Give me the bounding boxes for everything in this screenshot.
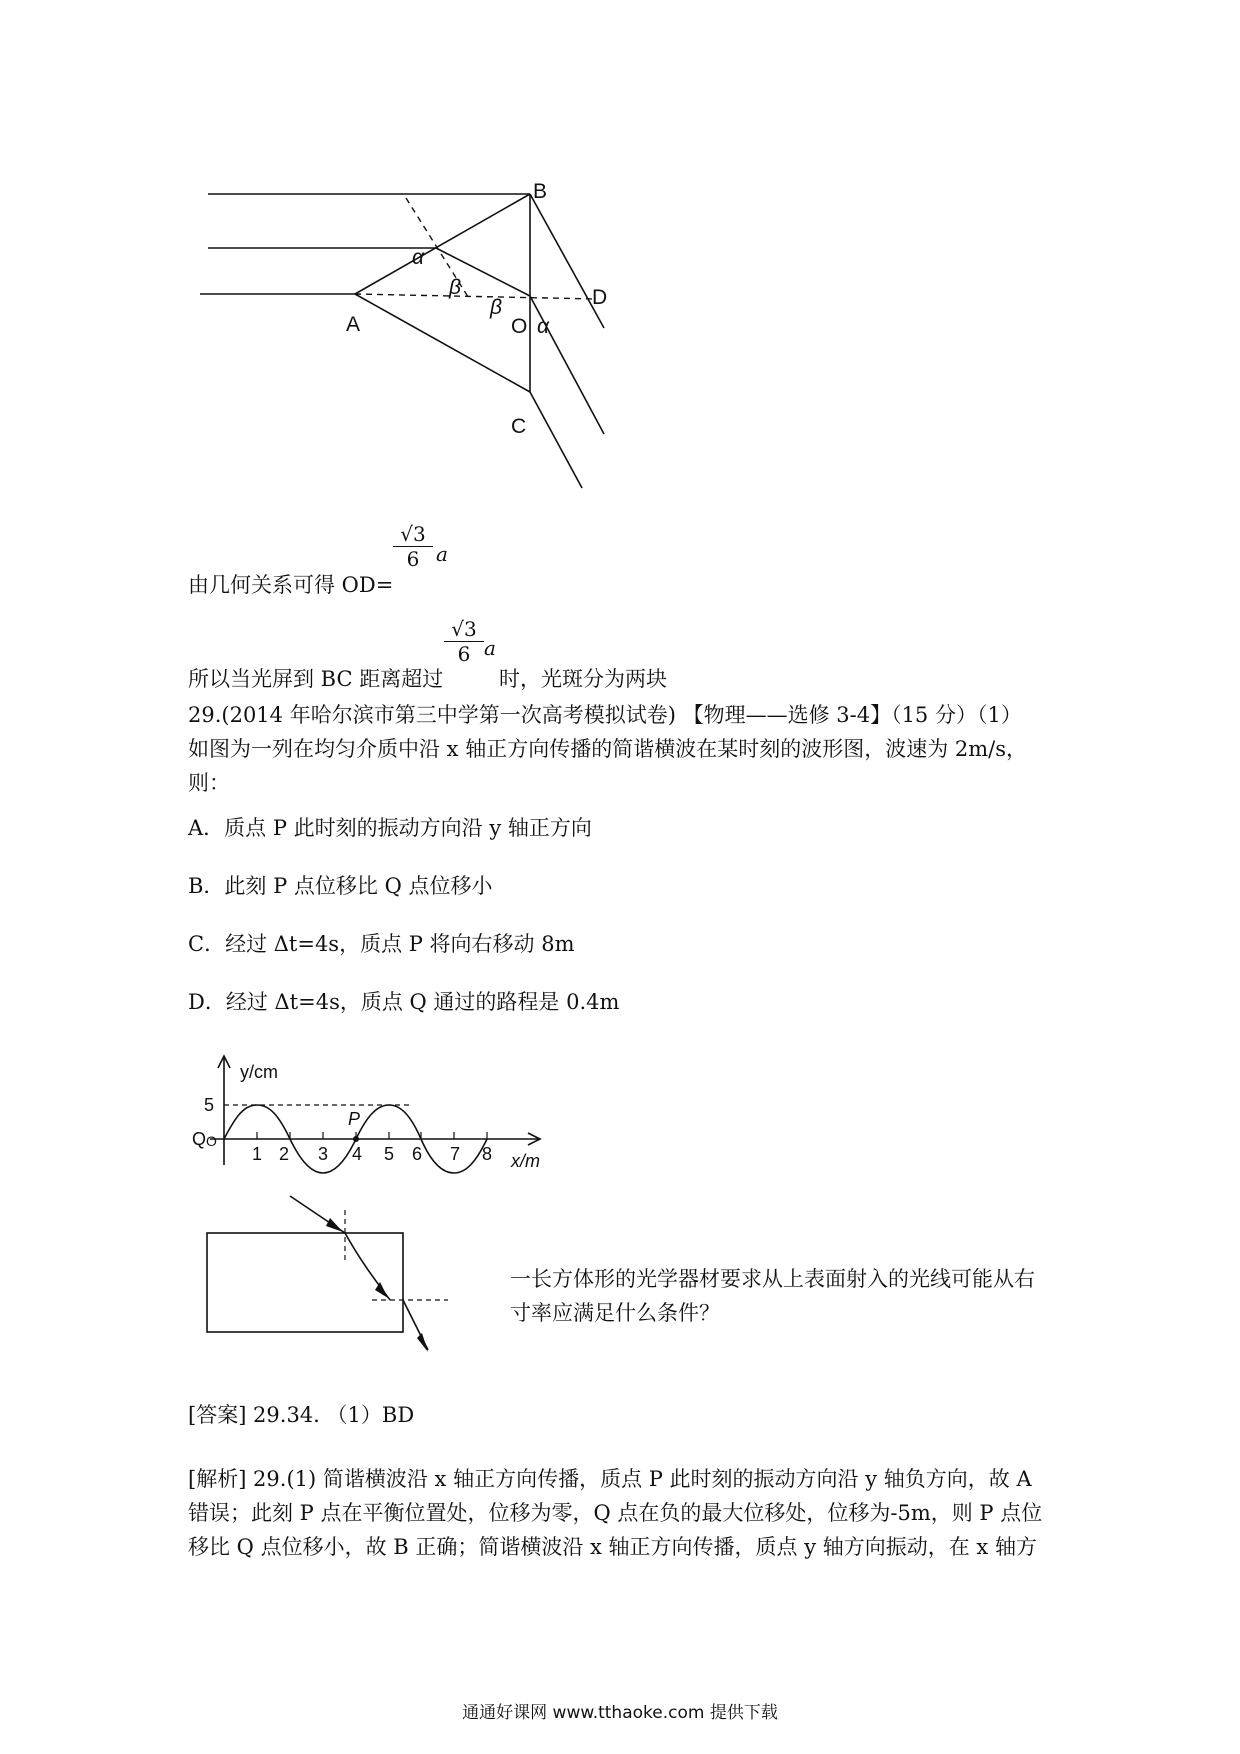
ray-arrow-2: [375, 1282, 388, 1298]
label-c: C: [511, 415, 527, 438]
answer-text: [答案] 29.34. （1）BD: [188, 1403, 415, 1427]
emergent-ray-3: [530, 392, 582, 488]
x-tick-4: 4: [352, 1144, 363, 1164]
x-tick-2: 2: [279, 1144, 290, 1164]
label-beta-2: β: [490, 296, 502, 319]
label-a: A: [346, 313, 361, 336]
label-d: D: [592, 286, 608, 309]
screen-text-before: 所以当光屏到 BC 距离超过: [188, 667, 444, 691]
x-tick-6: 6: [412, 1144, 423, 1164]
rect-question-text: [510, 1262, 1070, 1330]
prism-diagram: [0, 0, 1240, 520]
page-footer: 通通好课网 www.tthaoke.com 提供下载: [462, 1703, 778, 1723]
rect-question-line-1: 一长方体形的光学器材要求从上表面射入的光线可能从右: [510, 1267, 1035, 1291]
option-a: A．质点 P 此时刻的振动方向沿 y 轴正方向: [188, 816, 592, 840]
label-o: O: [511, 315, 528, 338]
optical-block: [207, 1233, 403, 1332]
question-line-1: 29.(2014 年哈尔滨市第三中学第一次高考模拟试卷) 【物理——选修 3-4】（15 分）（1）: [188, 703, 1022, 727]
origin-label: Q: [192, 1129, 207, 1149]
od-fraction-variable: a: [436, 542, 448, 566]
screen-fraction-variable: a: [484, 636, 496, 660]
x-tick-3: 3: [318, 1144, 329, 1164]
question-text: [188, 698, 1068, 800]
x-tick-1: 1: [252, 1144, 263, 1164]
rect-question-line-2: 寸率应满足什么条件？: [510, 1301, 720, 1325]
question-line-2: 如图为一列在均匀介质中沿 x 轴正方向传播的简谐横波在某时刻的波形图，波速为 2m/s，: [188, 737, 1027, 761]
od-fraction: [393, 522, 433, 571]
origin-sub-label: O: [206, 1133, 217, 1149]
screen-fraction: [444, 617, 484, 666]
question-line-3: 则：: [188, 771, 230, 795]
axis-line-ad: [355, 294, 596, 299]
prism-edge-ab: [355, 194, 530, 294]
rectangle-optics-diagram: [0, 1180, 480, 1355]
od-fraction-numerator: √3: [393, 522, 433, 547]
option-c: C．经过 Δt=4s，质点 P 将向右移动 8m: [188, 932, 575, 956]
option-b: B．此刻 P 点位移比 Q 点位移小: [188, 874, 493, 898]
prism-edge-ac: [355, 294, 530, 392]
label-beta-1: β: [449, 276, 461, 299]
ray-arrow-3: [417, 1333, 428, 1352]
point-p-marker: [353, 1136, 359, 1142]
od-fraction-denominator: 6: [406, 547, 420, 571]
analysis-line-2: 错误；此刻 P 点在平衡位置处，位移为零，Q 点在负的最大位移处，位移为-5m，则 P 点位: [188, 1501, 1043, 1525]
x-axis-label: x/m: [511, 1151, 540, 1171]
screen-fraction-denominator: 6: [457, 642, 471, 666]
analysis-text: [188, 1462, 1068, 1564]
label-b: B: [533, 180, 548, 203]
x-tick-7: 7: [450, 1144, 461, 1164]
option-d: D．经过 Δt=4s，质点 Q 通过的路程是 0.4m: [188, 990, 620, 1014]
od-equation-text: 由几何关系可得 OD=: [188, 573, 394, 597]
analysis-line-1: [解析] 29.(1) 简谐横波沿 x 轴正方向传播，质点 P 此时刻的振动方向沿 y 轴负方向，故 A: [188, 1467, 1032, 1491]
point-p-label: P: [348, 1109, 361, 1129]
x-tick-8: 8: [482, 1144, 493, 1164]
y-tick-5: 5: [204, 1095, 215, 1115]
y-axis-label: y/cm: [240, 1062, 278, 1082]
screen-fraction-numerator: √3: [444, 617, 484, 642]
label-alpha-2: α: [537, 315, 549, 338]
analysis-line-3: 移比 Q 点位移小，故 B 正确；简谐横波沿 x 轴正方向传播，质点 y 轴方向振动，在 x 轴方: [188, 1535, 1037, 1559]
wave-graph: [0, 1040, 600, 1180]
screen-text-after: 时，光斑分为两块: [499, 667, 667, 691]
ray-arrow-1: [326, 1218, 343, 1232]
x-tick-5: 5: [384, 1144, 395, 1164]
label-alpha-1: α: [412, 246, 424, 269]
